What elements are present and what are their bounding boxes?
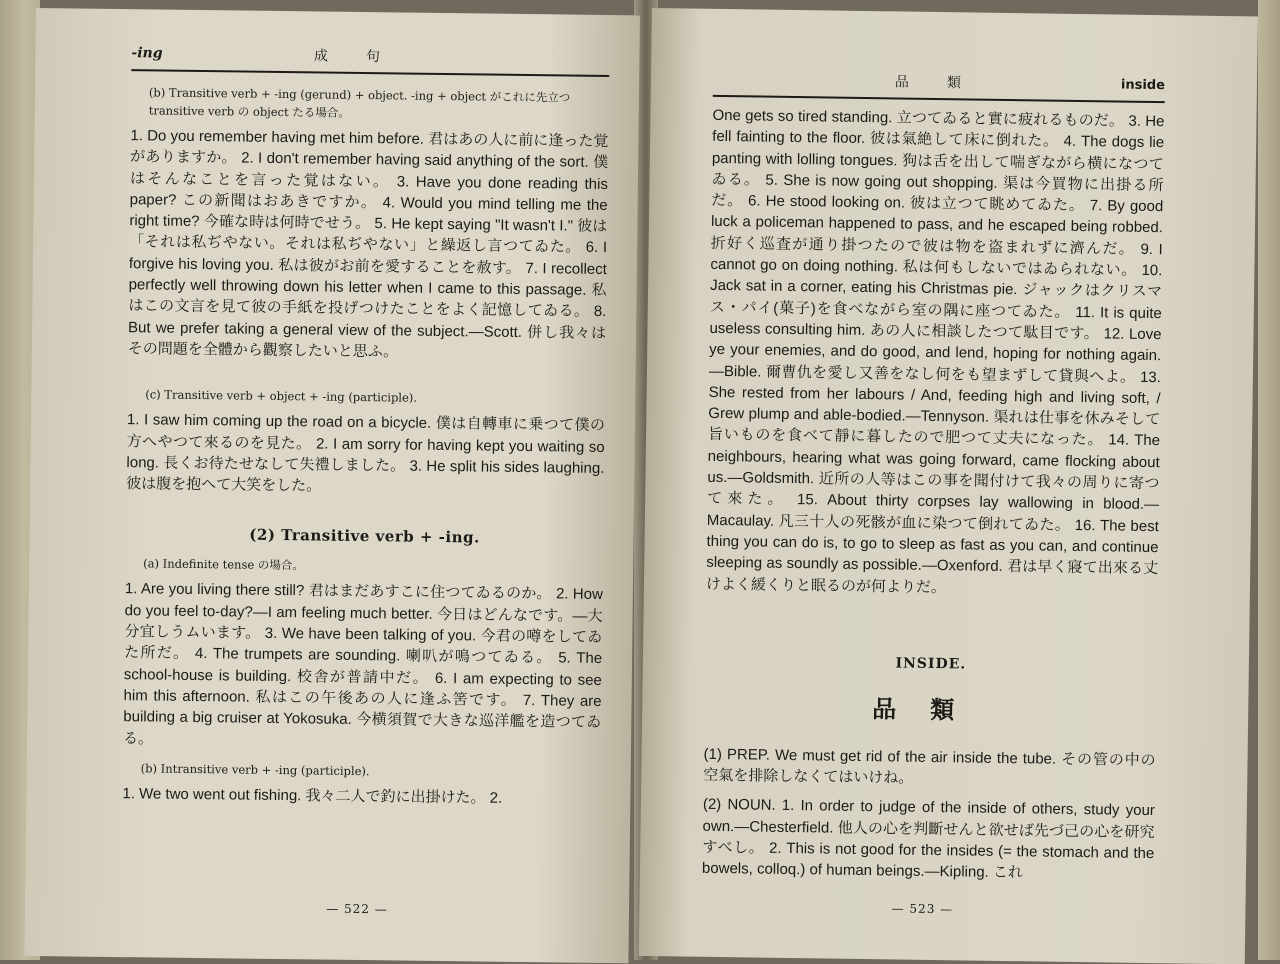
left-page-number: — 522 —: [25, 898, 629, 919]
left-page-header: [131, 43, 609, 77]
right-page-number: — 523 —: [639, 898, 1245, 920]
section-c-text: 1. I saw him coming up the road on a bicycle. 僕は自轉車に乗つて僕の方へやつて來るのを見た。 2. I am sorry for having kept you waiting so long. 長くお待たせなして失禮しました。 3. He split his sides laughing. 彼は腹を抱へて大笑をした。: [126, 409, 605, 500]
continued-text: One gets so tired standing. 立つてゐると實に疲れるものだ。 3. He fell fainting to the floor. 彼は氣絶して床に倒れた。 4. The dogs lie panting with lolling tongues. 狗は舌を出して喘ぎながら横になつてゐる。 5. She is now going out shopping. 渠は今買物に出掛る所だ。 6. He stood looking on. 彼は立つて眺めてゐた。 7. By good luck a policeman happened to pass, and he escaped being robbed. 折好く巡査が通り掛つたので彼は物を盗まれずに濟んだ。 9. I cannot go on doing nothing. 私は何もしないではゐられない。 10. Jack sat in a corner, eating his Christmas pie. ジャックはクリスマス・パイ(菓子)を食べながら室の隅に座つてゐた。 11. It is quite useless consulting him. あの人に相談したつて駄目です。 12. Love ye your enemies, and do good, and lend, hoping for nothing again.—Bible. 爾曹仇を愛し又善をなし何をも望まずして貸與へよ。 13. She rested from her labours / And, feeding high and living soft, / Grew plump and able-bodied.—Tennyson. 渠れは仕事を休みそして旨いものを食べて靜に暮したので肥つて丈夫になった。 14. The neighbours, hearing what was going forward, came flocking about us.—Goldsmith. 近所の人等はこの事を聞付けて我々の周りに寄つて來た。 15. About thirty corpses lay wallowing in blood.—Macaulay. 凡三十人の死骸が血に染つて倒れてゐた。 16. The best thing you can do is, to go to sleep as fast as you can, and continue sleeping as soundly as possible.—Oxenford. 君は早く寢て出來る丈けよく緩くりと眠るのが何よりだ。: [706, 105, 1165, 601]
section-2b-heading: (b) Intransitive verb + -ing (participle).: [141, 759, 601, 783]
left-page: [24, 8, 640, 963]
right-page: [639, 8, 1258, 964]
section-2-title: (2) Transitive verb + -ing.: [125, 525, 603, 549]
entry-kanji: 品類: [704, 687, 1156, 728]
section-2b-text: 1. We two went out fishing. 我々二人で釣に出掛けた。 2.: [122, 783, 600, 810]
left-header-ing: -ing: [131, 45, 162, 61]
section-2a-text: 1. Are you living there still? 君はまだあすこに住つてゐるのか。 2. How do you feel to-day?—I am feeling much better. 今日はどんなです。—大分宜しうムいます。 3. We have been talking of you. 今君の噂をしてゐた所だ。 4. The trumpets are sounding. 喇叭が鳴つてゐる。 5. The school-house is building. 校舎が普請中だ。 6. I am expecting to see him this afternoon. 私はこの午後あの人に逢ふ筈です。 7. They are building a big cruiser at Yokosuka. 今横須賀で大きな巡洋艦を造つてゐる。: [123, 579, 603, 755]
right-header-title: 品類: [895, 71, 999, 92]
left-header-title: 成句: [314, 45, 418, 66]
entry-heading: INSIDE.: [705, 653, 1157, 675]
noun-text: (2) NOUN. 1. In order to judge of the inside of others, study your own.—Chesterfield. 他人の心を判斷せんと欲せば先づ己の心を研究すべし。 2. This is not good for the insides (= the stomach and the bowels, colloq.) of human beings.—Kipling. これ: [702, 794, 1155, 885]
right-header-inside: inside: [1121, 77, 1165, 93]
section-2a-heading: (a) Indefinite tense の場合。: [143, 555, 603, 579]
section-c-heading: (c) Transitive verb + object + -ing (participle).: [145, 386, 605, 410]
right-header-spacer: [713, 79, 773, 80]
prep-text: (1) PREP. We must get rid of the air inside the tube. その管の中の空氣を排除しなくてはいけね。: [703, 744, 1156, 793]
section-b-text: 1. Do you remember having met him before. 君はあの人に前に逢った覚がありますか。 2. I don't remember having said anything of the sort. 僕はそんなことを言った覚はない。 3. Have you done reading this paper? この新聞はおあきですか。 4. Would you mind telling me the right time? 今確な時は何時でせう。 5. He kept saying "It wasn't I." 彼は「それは私ぢやない。それは私ぢやない」と繰返し言つてゐた。 6. I forgive his loving you. 私は彼がお前を愛することを赦す。 7. I recollect perfectly well throwing down his letter when I came to this passage. 私はこの文言を見て彼の手紙を投げつけたことをよく記憶してゐる。 8. But we prefer taking a general view of the subject.—Scott. 併し我々はその問題を全體から觀察したいと思ふ。: [128, 125, 609, 365]
section-b-heading: (b) Transitive verb + -ing (gerund) + object. -ing + object がこれに先立つ transitive verb の object たる場合。: [149, 83, 609, 125]
book-edge-right: [1258, 0, 1280, 960]
